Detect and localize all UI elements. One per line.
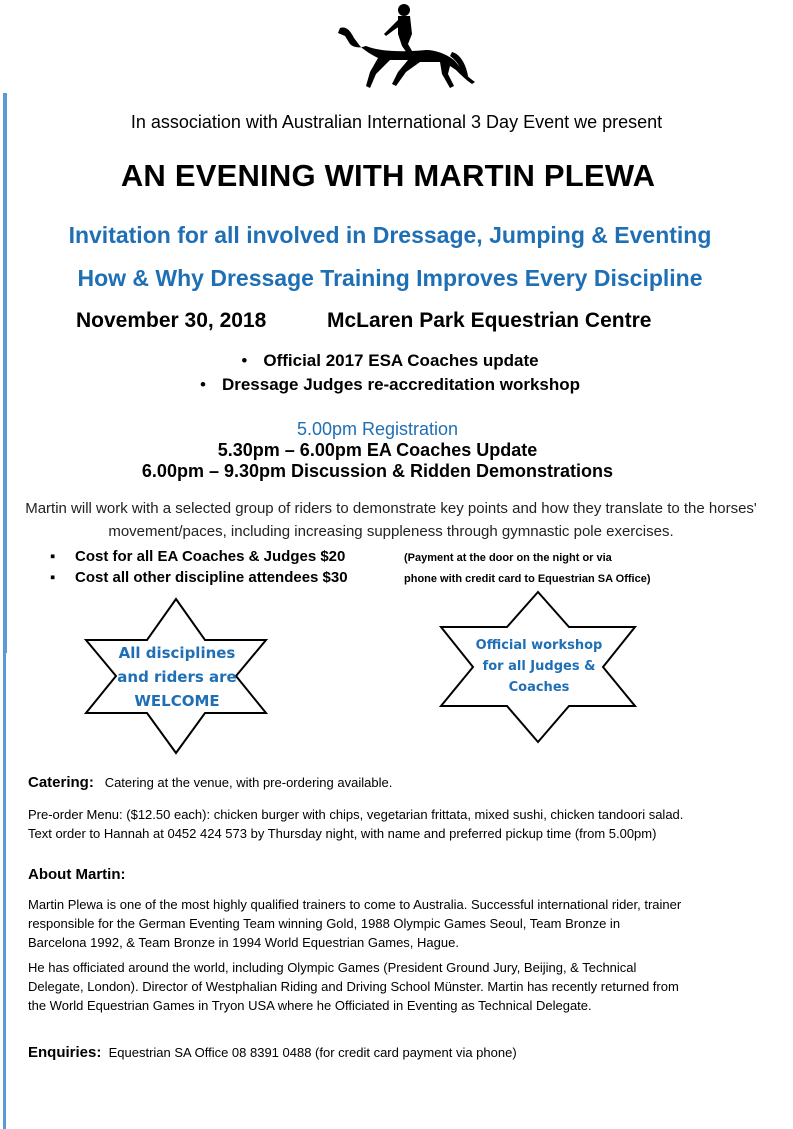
about-line: Barcelona 1992, & Team Bronze in 1994 World Equestrian Games, Hague. [28,935,459,950]
star-badge-workshop [460,635,618,698]
cost-label: Cost for all EA Coaches & Judges $20 [75,548,346,565]
catering-label: Catering: [28,774,94,791]
session-time-1: 5.30pm – 6.00pm EA Coaches Update [217,440,538,460]
left-margin-rule-lower [3,653,6,1129]
event-title: AN EVENING WITH MARTIN PLEWA [120,158,656,193]
menu-line: Pre-order Menu: ($12.50 each): chicken burger with chips, vegetarian frittata, mixed sushi, chicken tandoori salad. [28,807,684,822]
about-heading: About Martin: [28,866,126,883]
highlights-list [0,349,780,397]
star-line: Official workshop [475,638,603,653]
association-line: In association with Australian International 3 Day Event we present [130,112,663,132]
invitation-heading: Invitation for all involved in Dressage, Jumping & Eventing [68,222,712,248]
horse-rider-logo-icon [336,0,476,90]
event-date: November 30, 2018 [76,309,267,332]
menu-line: Text order to Hannah at 0452 424 573 by Thursday night, with name and preferred pickup time (from 5.00pm) [28,826,657,841]
star-line: WELCOME [134,692,220,710]
star-line: and riders are [117,668,237,686]
enquiries-label: Enquiries: [28,1044,102,1061]
cost-label: Cost all other discipline attendees $30 [75,569,348,586]
star-line: for all Judges & [482,659,596,674]
event-description: Martin will work with a selected group of riders to demonstrate key points and how they translate to the horses' movement/paces, including increasing suppleness through gymnastic pole exercises. [25,500,757,540]
cost-item [50,569,348,586]
event-venue: McLaren Park Equestrian Centre [327,309,652,332]
bullet-icon: ▪ [50,569,56,586]
star-line: All disciplines [118,644,236,662]
menu-info [28,805,683,843]
about-line: He has officiated around the world, including Olympic Games (President Ground Jury, Beijing, & Technical [28,960,637,975]
about-line: Martin Plewa is one of the most highly qualified trainers to come to Australia. Successful international rider, trainer [28,897,682,912]
cost-item [50,548,345,565]
about-paragraph-2 [28,958,679,1015]
catering-section [28,774,392,791]
registration-time: 5.00pm Registration [296,419,459,439]
about-line: responsible for the German Eventing Team winning Gold, 1988 Olympic Games Seoul, Team Bronze in [28,916,621,931]
highlight-item: • Dressage Judges re-accreditation workshop [0,373,780,397]
star-line: Coaches [508,680,570,695]
catering-text: Catering at the venue, with pre-ordering available. [104,775,393,790]
session-time-2: 6.00pm – 9.30pm Discussion & Ridden Demonstrations [141,461,614,481]
highlight-item: • Official 2017 ESA Coaches update [0,349,780,373]
enquiries-section [28,1044,517,1061]
subtitle-heading: How & Why Dressage Training Improves Every Discipline [77,265,703,291]
about-line: the World Equestrian Games in Tryon USA where he Officiated in Eventing as Technical Delegate. [28,998,592,1013]
enquiries-text: Equestrian SA Office 08 8391 0488 (for credit card payment via phone) [108,1045,517,1060]
payment-note: phone with credit card to Equestrian SA Office) [404,573,651,585]
star-badge-welcome [102,641,252,713]
payment-note: (Payment at the door on the night or via [404,552,612,564]
about-paragraph-1 [28,895,681,952]
bullet-icon: ▪ [50,548,56,565]
about-line: Delegate, London). Director of Westphalian Riding and Driving School Münster. Martin has recently returned from [28,979,679,994]
